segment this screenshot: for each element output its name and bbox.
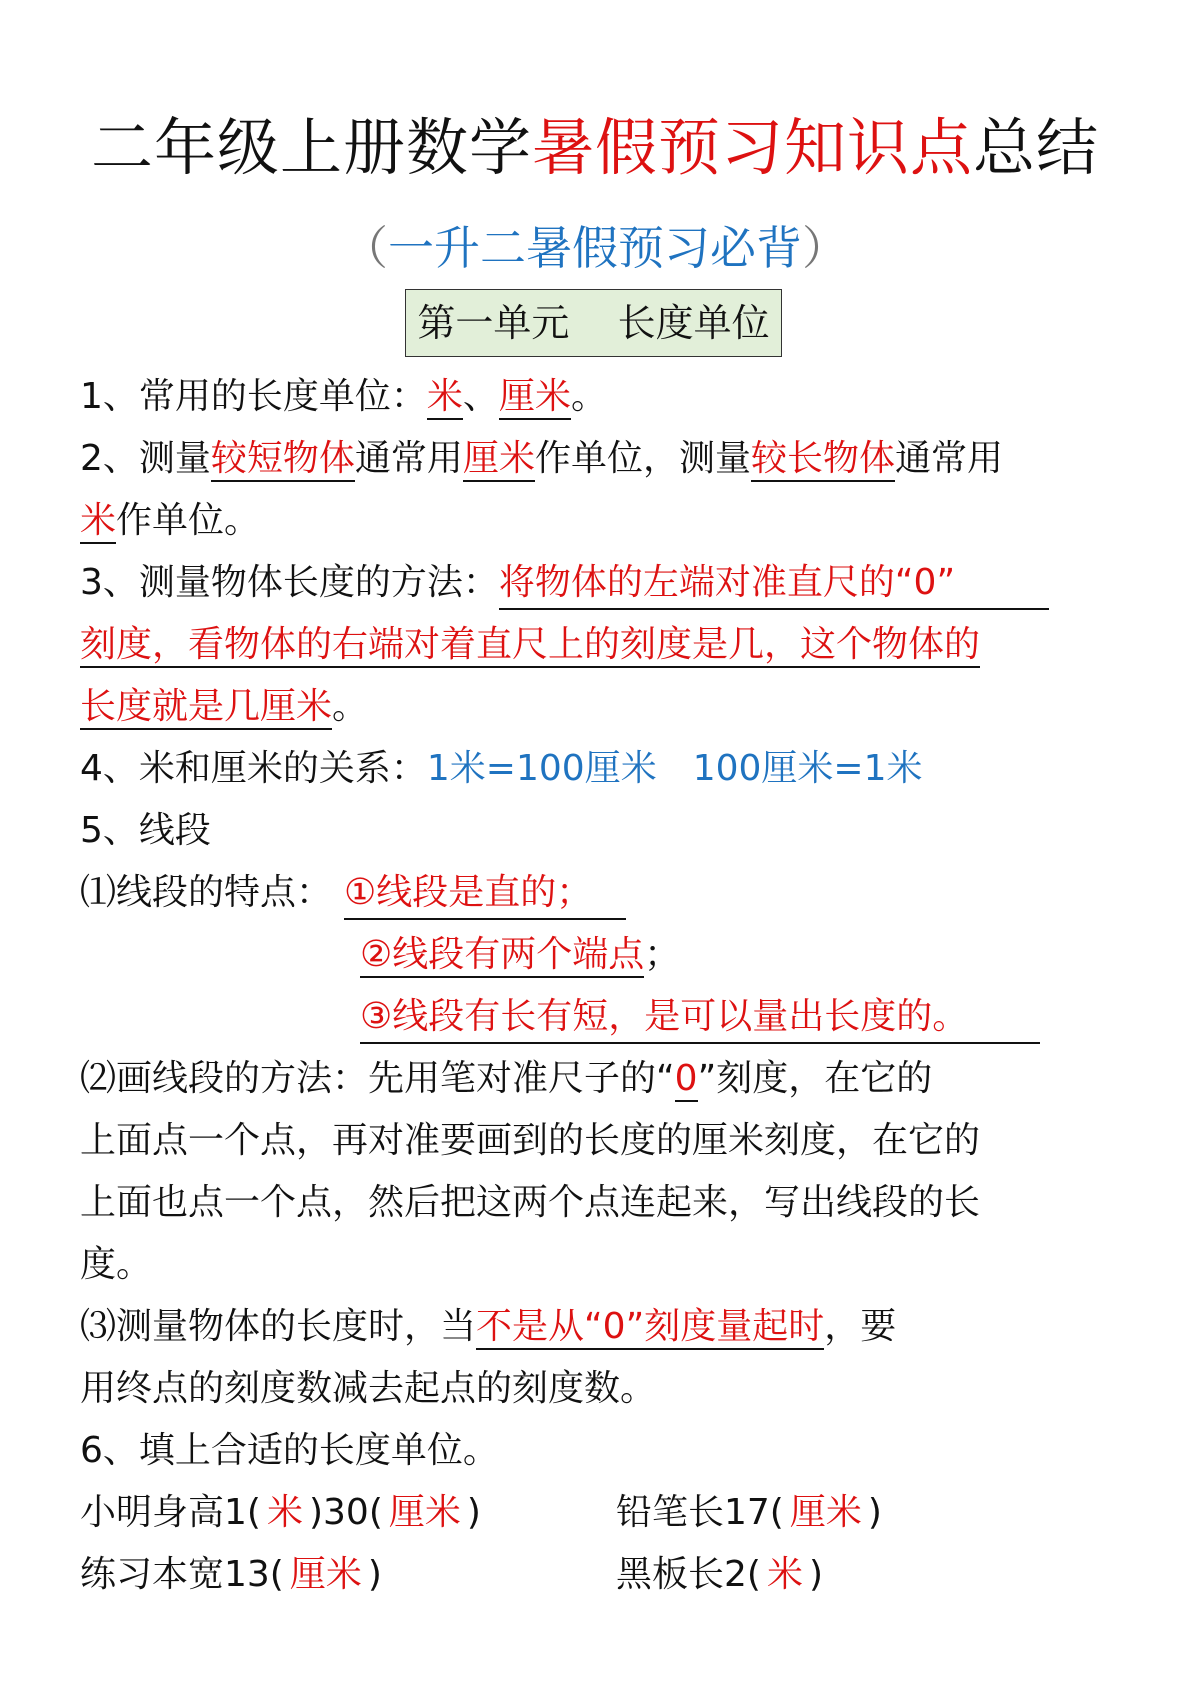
item4-relation2: 100厘米=1米 (692, 748, 923, 789)
subtitle-text: 一升二暑假预习必背 (388, 221, 802, 275)
item2-long-objects: 较长物体 (751, 438, 895, 482)
segment-feature-2-end: ； (644, 934, 681, 975)
item5-p3-highlight: 不是从“0”刻度量起时 (476, 1306, 824, 1350)
segment-feature-3: ③线段有长有短，是可以量出长度的。 (360, 992, 1040, 1044)
q4-answer: 米 (766, 1554, 803, 1595)
item2-meter: 米 (80, 500, 116, 544)
item1-line (80, 372, 607, 422)
item5-p1-line3 (360, 992, 1040, 1044)
title-part1: 二年级上册数学 (90, 111, 532, 184)
item3-line2 (80, 620, 980, 670)
item6-q3 (80, 1550, 382, 1600)
subtitle-close-paren: ） (802, 221, 848, 275)
q2-text-a: 铅笔长17( (616, 1492, 784, 1533)
item2-text-c: 通常用 (354, 438, 463, 479)
item5-p2-line1 (80, 1054, 932, 1104)
item5-p2-line4: 度。 (80, 1244, 153, 1285)
q2-answer: 厘米 (789, 1492, 862, 1533)
item3-method-part3: 长度就是几厘米 (80, 686, 332, 730)
item5-p3-line1 (80, 1302, 896, 1352)
segment-feature-2: ②线段有两个端点 (360, 934, 644, 978)
item6-heading: 6、填上合适的长度单位。 (80, 1430, 499, 1471)
item3-prefix: 3、测量物体长度的方法： (80, 562, 499, 603)
item2-text-e: 作单位，测量 (534, 438, 751, 479)
item5-p2-line3: 上面也点一个点，然后把这两个点连起来，写出线段的长 (80, 1182, 981, 1223)
q1-text-a: 小明身高1( (80, 1492, 261, 1533)
item3-line3 (80, 682, 368, 732)
page-title (0, 108, 1190, 188)
q4-text-b: ) (808, 1554, 824, 1595)
segment-feature-1: ①线段是直的； (344, 868, 626, 920)
item1-sep: 、 (462, 376, 499, 417)
item3-method-part2: 刻度，看物体的右端对着直尺上的刻度是几，这个物体的 (80, 624, 980, 668)
item5-p1-label: ⑴线段的特点： (80, 872, 333, 913)
item4-prefix: 4、米和厘米的关系： (80, 748, 427, 789)
q3-text-a: 练习本宽13( (80, 1554, 284, 1595)
item3-line1 (80, 558, 1049, 610)
item5-p3-line2: 用终点的刻度数减去起点的刻度数。 (80, 1368, 657, 1409)
q1-text-c: ) (466, 1492, 481, 1533)
item5-p2-text-a: ⑵画线段的方法：先用笔对准尺子的“ (80, 1058, 675, 1099)
item5-heading: 5、线段 (80, 810, 211, 851)
q3-text-b: ) (367, 1554, 382, 1595)
item2-text-a: 2、测量 (80, 438, 211, 479)
item2-text-g: 通常用 (894, 438, 1003, 479)
q1-text-b: )30( (308, 1492, 383, 1533)
item2-line1 (80, 434, 1003, 484)
item5-p3-text-a: ⑶测量物体的长度时，当 (80, 1306, 477, 1347)
item1-end: 。 (570, 376, 607, 417)
item1-answer-cm: 厘米 (499, 376, 571, 420)
item5-p1-line1 (80, 868, 626, 920)
item6-q2 (616, 1488, 882, 1538)
title-part3: 总结 (973, 111, 1100, 184)
unit-header-box: 第一单元 长度单位 (405, 289, 782, 357)
q4-text-a: 黑板长2( (616, 1554, 761, 1595)
q1-answer-cm: 厘米 (388, 1492, 461, 1533)
q3-answer: 厘米 (289, 1554, 362, 1595)
item3-method-part1: 将物体的左端对准直尺的“0” (499, 558, 1049, 610)
item2-text-end: 作单位。 (116, 500, 261, 541)
item5-p3-text-c: ，要 (824, 1306, 897, 1347)
item2-short-objects: 较短物体 (211, 438, 355, 482)
q1-answer-meter: 米 (266, 1492, 303, 1533)
item5-p2-text-b: ”刻度，在它的 (697, 1058, 933, 1099)
item6-q4 (616, 1550, 823, 1600)
item5-p2-line2: 上面点一个点，再对准要画到的长度的厘米刻度，在它的 (80, 1120, 981, 1161)
item1-answer-meter: 米 (427, 376, 463, 420)
subtitle (0, 218, 1190, 278)
item4-relation1: 1米=100厘米 (426, 748, 657, 789)
subtitle-open-paren: （ (342, 221, 388, 275)
item3-end: 。 (332, 686, 369, 727)
item5-p1-line2 (360, 930, 680, 980)
item4-line (80, 744, 923, 794)
q2-text-b: ) (867, 1492, 882, 1533)
item6-q1 (80, 1488, 481, 1538)
item2-cm: 厘米 (463, 438, 535, 482)
item5-p2-zero: 0 (675, 1058, 698, 1102)
item2-line2 (80, 496, 260, 546)
title-highlight: 暑假预习知识点 (531, 111, 973, 184)
item1-prefix: 1、常用的长度单位： (80, 376, 427, 417)
